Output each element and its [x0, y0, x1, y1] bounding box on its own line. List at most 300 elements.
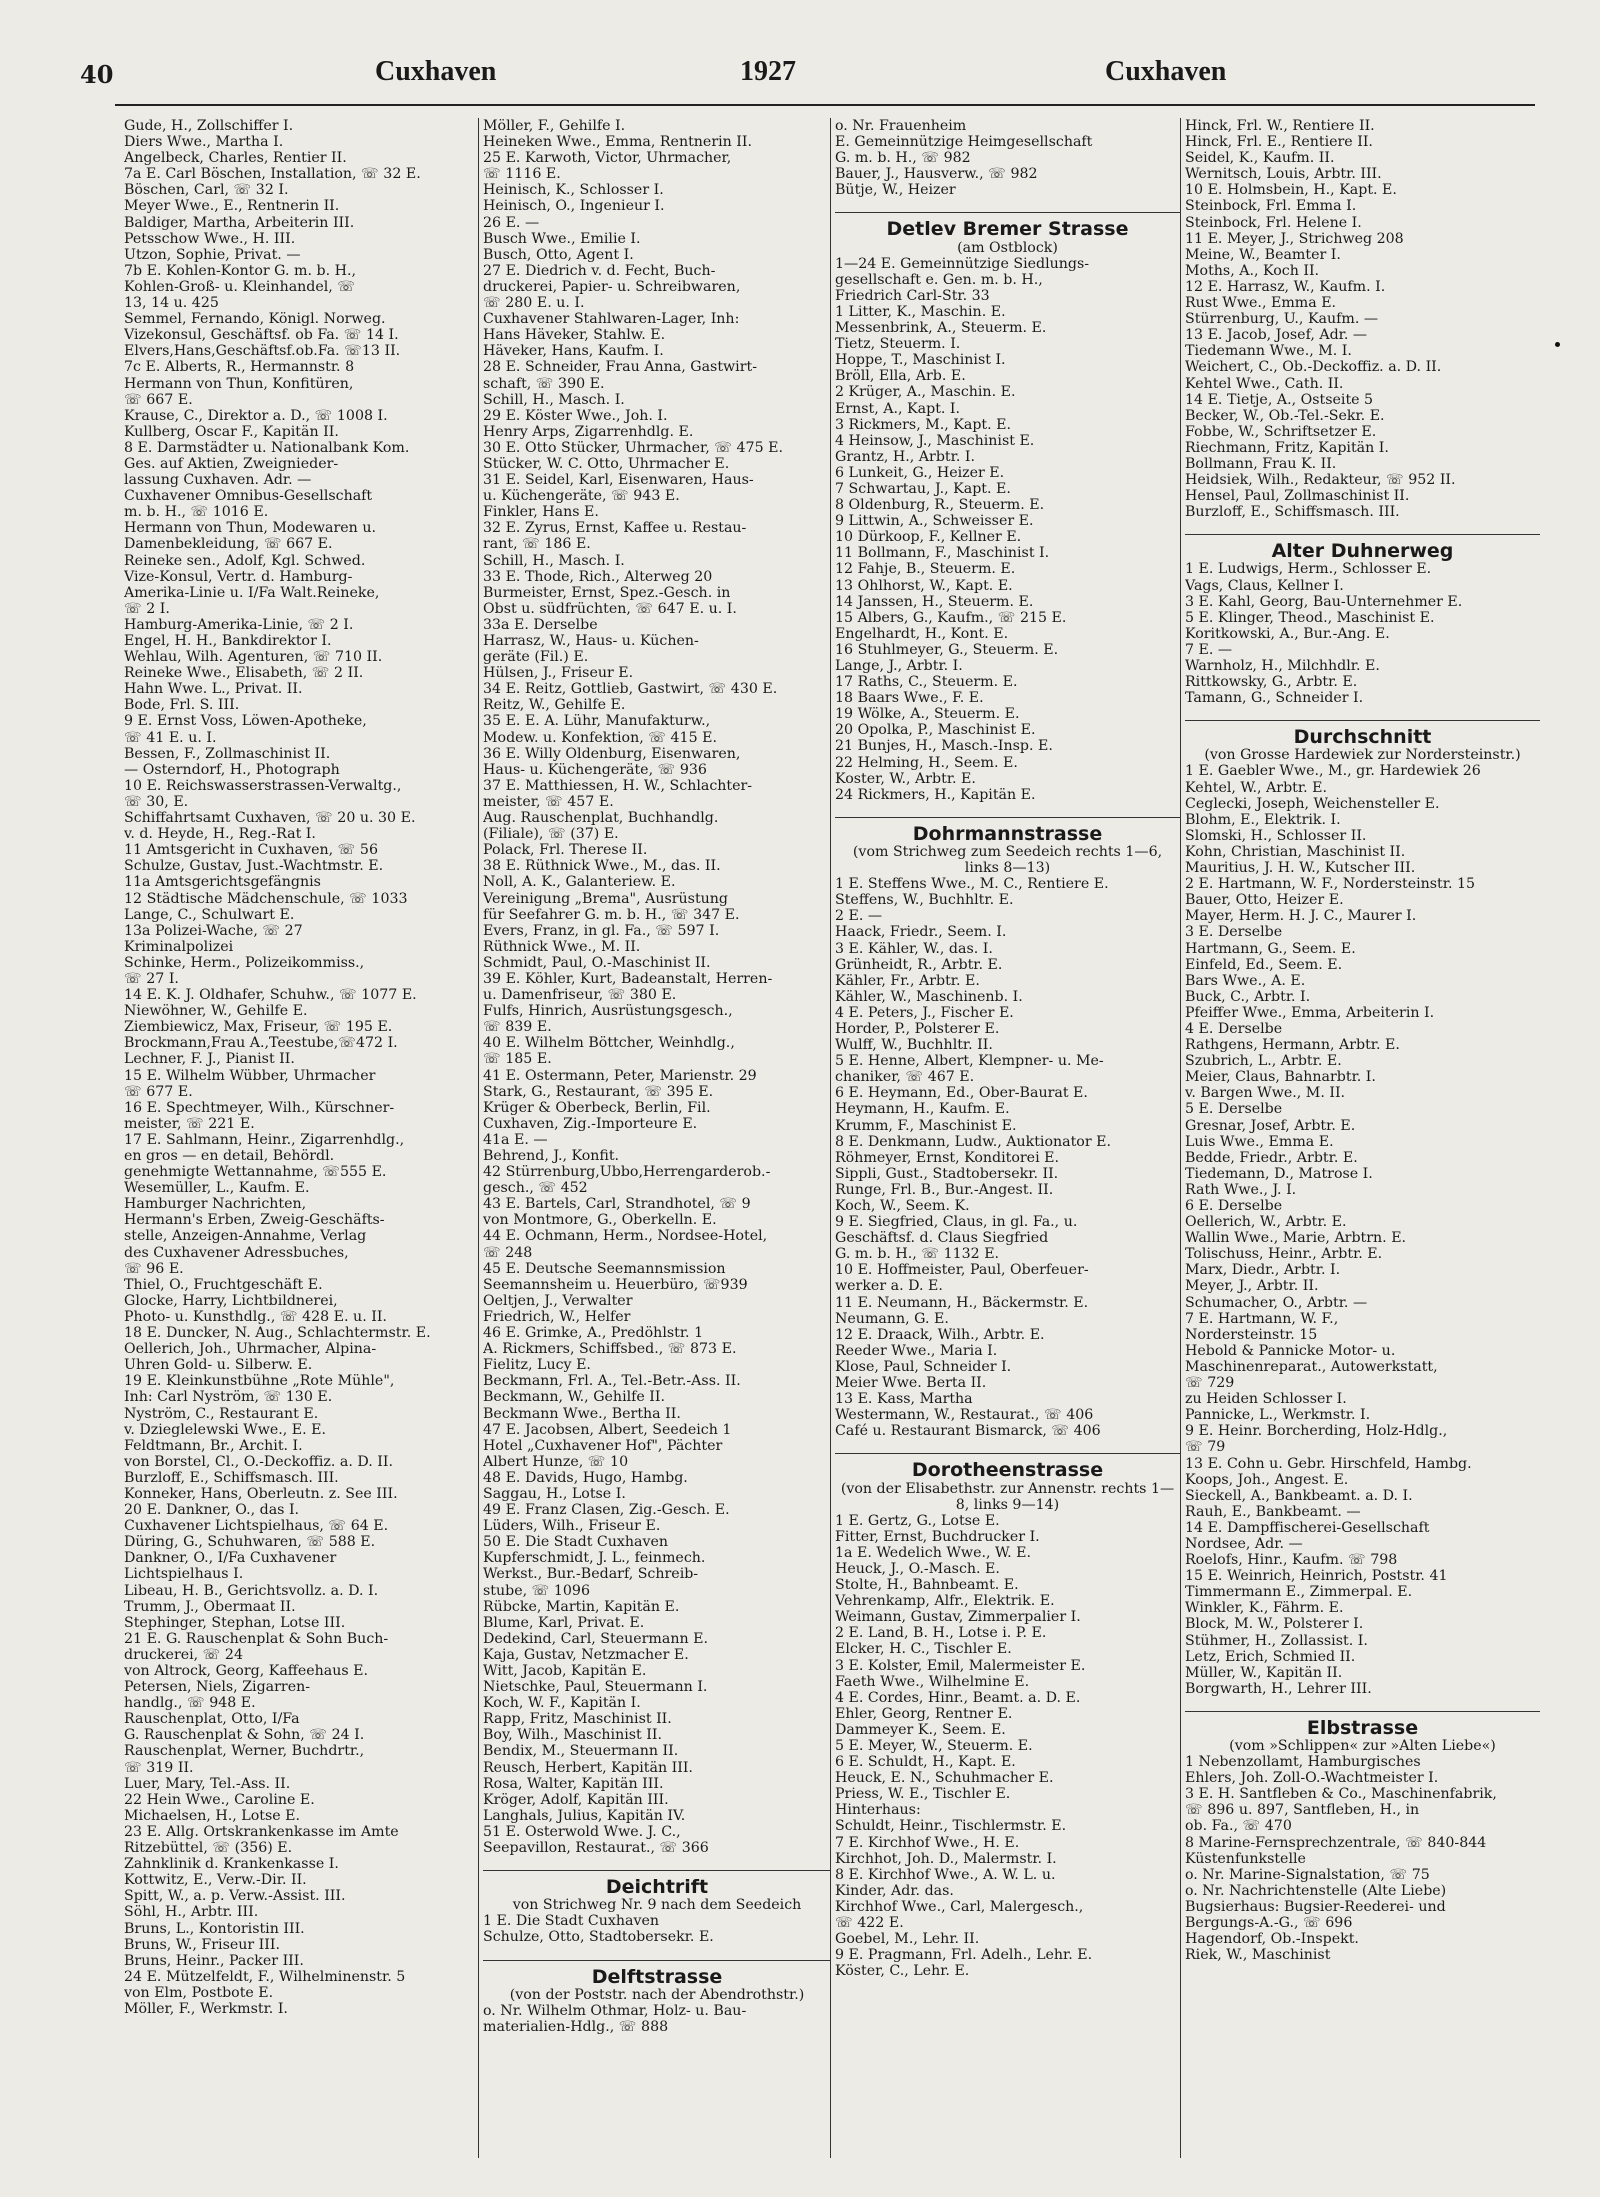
- directory-entry: Heineken Wwe., Emma, Rentnerin II.: [483, 134, 753, 151]
- directory-entry: Pfeiffer Wwe., Emma, Arbeiterin I.: [1185, 1004, 1435, 1021]
- directory-entry: Bollmann, Frau K. II.: [1185, 455, 1337, 472]
- directory-entry: Warnholz, H., Milchhdlr. E.: [1185, 658, 1380, 674]
- directory-entry: Diers Wwe., Martha I.: [124, 134, 284, 151]
- street-heading-elbstrasse: Elbstrasse: [1185, 1711, 1540, 1736]
- directory-entry: Weichert, C., Ob.-Deckoffiz. a. D. II.: [1185, 359, 1442, 376]
- directory-entry: 16 Stuhlmeyer, G., Steuerm. E.: [835, 641, 1059, 658]
- directory-entry: Koch, W. F., Kapitän I.: [483, 1695, 641, 1712]
- directory-entry: Utzon, Sophie, Privat. —: [124, 246, 301, 263]
- directory-entry: ☏ 729: [1185, 1375, 1235, 1392]
- directory-entry: Tamann, G., Schneider I.: [1185, 690, 1364, 707]
- directory-entry: ☏ 667 E.: [124, 391, 193, 408]
- directory-entry: (Filiale), ☏ (37) E.: [483, 826, 619, 843]
- directory-entry: Stolte, H., Bahnbeamt. E.: [835, 1577, 1019, 1594]
- directory-entry: G. Rauschenplat & Sohn, ☏ 24 I.: [124, 1727, 365, 1744]
- directory-entry: Hebold & Pannicke Motor- u.: [1185, 1342, 1396, 1359]
- street-subtitle: (von der Poststr. nach der Abendrothstr.): [509, 1986, 805, 2003]
- directory-entry: Meine, W., Beamter I.: [1185, 246, 1341, 263]
- street-subtitle: (am Ostblock): [957, 239, 1058, 256]
- directory-entry: 20 E. Dankner, O., das I.: [124, 1502, 300, 1519]
- section-dohrmannstrasse: [835, 817, 1180, 1440]
- directory-entry: Ges. auf Aktien, Zweignieder-: [124, 455, 339, 472]
- directory-entry: 2 E. —: [835, 908, 883, 925]
- directory-entry: Hensel, Paul, Zollmaschinist II.: [1185, 488, 1410, 505]
- directory-entry: schaft, ☏ 390 E.: [483, 375, 605, 392]
- directory-entry: 4 Heinsow, J., Maschinist E.: [835, 432, 1035, 449]
- directory-entry: Ziembiewicz, Max, Friseur, ☏ 195 E.: [124, 1019, 393, 1036]
- directory-entry: Schuldt, Heinr., Tischlermstr. E.: [835, 1818, 1067, 1835]
- directory-entry: Trumm, J., Obermaat II.: [124, 1598, 296, 1615]
- directory-entry: Heinisch, O., Ingenieur I.: [483, 198, 665, 215]
- directory-entry: 5 E. Meyer, W., Steuerm. E.: [835, 1738, 1033, 1754]
- directory-entry: Nordersteinstr. 15: [1185, 1326, 1318, 1343]
- directory-entry: Ritzebüttel, ☏ (356) E.: [124, 1840, 293, 1857]
- directory-entry: 3 Rickmers, M., Kapt. E.: [835, 416, 1012, 433]
- column-3: [830, 118, 1180, 2158]
- directory-entry: ☏ 2 I.: [124, 600, 170, 617]
- directory-entry: Krause, C., Direktor a. D., ☏ 1008 I.: [124, 407, 388, 424]
- directory-entry: Meier, Claus, Bahnarbtr. I.: [1185, 1069, 1376, 1086]
- directory-entry: 1—24 E. Gemeinnützige Siedlungs-: [835, 255, 1090, 272]
- directory-entry: 14 E. Dampffischerei-Gesellschaft: [1185, 1519, 1430, 1536]
- directory-entry: Langhals, Julius, Kapitän IV.: [483, 1807, 686, 1824]
- directory-entry: Nordsee, Adr. —: [1185, 1535, 1303, 1552]
- directory-entry: 47 E. Jacobsen, Albert, Seedeich 1: [483, 1421, 732, 1438]
- directory-entry: ☏ 896 u. 897, Santfleben, H., in: [1185, 1802, 1420, 1819]
- directory-entry: ☏ 185 E.: [483, 1051, 552, 1068]
- directory-entry: Roelofs, Hinr., Kaufm. ☏ 798: [1185, 1552, 1398, 1569]
- directory-entry: Friedrich Carl-Str. 33: [835, 287, 990, 304]
- directory-entry: 29 E. Köster Wwe., Joh. I.: [483, 407, 668, 424]
- directory-entry: Slomski, H., Schlosser II.: [1185, 827, 1367, 844]
- directory-entry: 7c E. Alberts, R., Hermannstr. 8: [124, 359, 355, 376]
- directory-entry: Westermann, W., Restaurat., ☏ 406: [835, 1407, 1094, 1424]
- directory-entry: 6 E. Schuldt, H., Kapt. E.: [835, 1754, 1016, 1771]
- directory-entry: Mauritius, J. H. W., Kutscher III.: [1185, 860, 1416, 877]
- directory-entry: 8 Marine-Fernsprechzentrale, ☏ 840-844: [1185, 1834, 1487, 1851]
- directory-entry: Faeth Wwe., Wilhelmine E.: [835, 1673, 1030, 1690]
- directory-entry: 14 Janssen, H., Steuerm. E.: [835, 593, 1034, 610]
- directory-entry: Bode, Frl. S. III.: [124, 697, 240, 714]
- directory-entry: rant, ☏ 186 E.: [483, 536, 591, 553]
- directory-entry: genehmigte Wettannahme, ☏555 E.: [124, 1164, 387, 1181]
- directory-entry: 11a Amtsgerichtsgefängnis: [124, 874, 321, 891]
- directory-entry: Köster, C., Lehr. E.: [835, 1963, 970, 1980]
- directory-entry: Kehtel Wwe., Cath. II.: [1185, 375, 1344, 392]
- directory-entry: Hagendorf, Ob.-Inspekt.: [1185, 1931, 1359, 1948]
- directory-entry: Heuck, E. N., Schuhmacher E.: [835, 1770, 1054, 1787]
- directory-entry: Uhren Gold- u. Silberw. E.: [124, 1357, 313, 1374]
- directory-entry: Priess, W. E., Tischler E.: [835, 1786, 1011, 1803]
- directory-entry: Werkst., Bur.-Bedarf, Schreib-: [483, 1566, 699, 1583]
- directory-entry: ☏ 96 E.: [124, 1260, 184, 1277]
- directory-entry: Konneker, Hans, Oberleutn. z. See III.: [124, 1485, 398, 1502]
- directory-entry: Albert Hunze, ☏ 10: [483, 1453, 629, 1470]
- directory-entry: Luer, Mary, Tel.-Ass. II.: [124, 1775, 291, 1792]
- directory-entry: 28 E. Schneider, Frau Anna, Gastwirt-: [483, 359, 757, 376]
- directory-entry: Michaelsen, H., Lotse E.: [124, 1807, 300, 1824]
- directory-entry: Röhmeyer, Ernst, Konditorei E.: [835, 1149, 1059, 1166]
- directory-entry: ☏ 1116 E.: [483, 166, 561, 183]
- directory-entry: Riek, W., Maschinist: [1185, 1947, 1331, 1964]
- directory-entry: Burzloff, E., Schiffsmasch. III.: [124, 1469, 339, 1486]
- directory-entry: 33 E. Thode, Rich., Alterweg 20: [483, 568, 713, 585]
- directory-entry: 1 E. Die Stadt Cuxhaven: [483, 1913, 660, 1930]
- directory-entry: Riechmann, Fritz, Kapitän I.: [1185, 439, 1389, 456]
- directory-entry: 4 E. Derselbe: [1185, 1020, 1283, 1037]
- directory-entry: Messenbrink, A., Steuerm. E.: [835, 320, 1047, 337]
- directory-entry: Kottwitz, E., Verw.-Dir. II.: [124, 1872, 307, 1889]
- directory-entry: Beckmann Wwe., Bertha II.: [483, 1405, 681, 1422]
- directory-entry: werker a. D. E.: [835, 1278, 943, 1295]
- directory-entry: Vereinigung „Brema", Ausrüstung: [483, 890, 729, 907]
- directory-entry: Fitter, Ernst, Buchdrucker I.: [835, 1528, 1040, 1545]
- directory-entry: 3 E. Derselbe: [1185, 924, 1283, 941]
- directory-entry: geräte (Fil.) E.: [483, 649, 589, 666]
- directory-entry: von Montmore, G., Oberkelln. E.: [483, 1212, 717, 1229]
- directory-entry: 19 E. Kleinkunstbühne „Rote Mühle",: [124, 1373, 395, 1390]
- directory-entry: Reeder Wwe., Maria I.: [835, 1342, 998, 1359]
- directory-entry: Photo- u. Kunsthdlg., ☏ 428 E. u. II.: [124, 1308, 387, 1325]
- directory-entry: 13 E. Kass, Martha: [835, 1391, 973, 1408]
- directory-entry: Finkler, Hans E.: [483, 504, 599, 521]
- directory-entry: 15 E. Wilhelm Wübber, Uhrmacher: [124, 1067, 376, 1084]
- directory-entry: Lange, C., Schulwart E.: [124, 906, 295, 923]
- directory-entry: 36 E. Willy Oldenburg, Eisenwaren,: [483, 745, 741, 762]
- directory-entry: G. m. b. H., ☏ 1132 E.: [835, 1246, 1000, 1263]
- directory-entry: Modew. u. Konfektion, ☏ 415 E.: [483, 729, 717, 746]
- directory-entry: Kähler, W., Maschinenb. I.: [835, 988, 1023, 1005]
- directory-entry: Meyer Wwe., E., Rentnerin II.: [124, 198, 340, 215]
- directory-entry: Möller, F., Werkmstr. I.: [124, 2000, 288, 2017]
- directory-entry: 34 E. Reitz, Gottlieb, Gastwirt, ☏ 430 E.: [483, 681, 778, 698]
- directory-entry: Häveker, Hans, Kaufm. I.: [483, 343, 664, 360]
- directory-entry: Kehtel, W., Arbtr. E.: [1185, 779, 1327, 796]
- directory-entry: 9 E. Siegfried, Claus, in gl. Fa., u.: [835, 1214, 1078, 1231]
- directory-entry: Kähler, Fr., Arbtr. E.: [835, 972, 980, 989]
- directory-entry: o. Nr. Marine-Signalstation, ☏ 75: [1185, 1866, 1430, 1883]
- directory-entry: Noll, A. K., Galanteriew. E.: [483, 874, 676, 891]
- directory-entry: 8 Oldenburg, R., Steuerm. E.: [835, 497, 1045, 514]
- directory-entry: ob. Fa., ☏ 470: [1185, 1818, 1292, 1835]
- directory-entry: Angelbeck, Charles, Rentier II.: [124, 150, 347, 167]
- directory-entry: Kinder, Adr. das.: [835, 1882, 954, 1899]
- directory-entry: 1a E. Wedelich Wwe., W. E.: [835, 1544, 1031, 1561]
- section-alter-duhnerweg: [1185, 534, 1540, 706]
- directory-entry: ☏ 27 I.: [124, 970, 179, 987]
- street-heading-durchschnitt: Durchschnitt: [1185, 720, 1540, 745]
- directory-entry: des Cuxhavener Adressbuches,: [124, 1244, 349, 1261]
- directory-entry: Oeltjen, J., Verwalter: [483, 1292, 633, 1309]
- directory-entry: Libeau, H. B., Gerichtsvollz. a. D. I.: [124, 1582, 379, 1599]
- directory-entry: Inh: Carl Nyström, ☏ 130 E.: [124, 1389, 333, 1406]
- directory-entry: Hoppe, T., Maschinist I.: [835, 352, 1006, 369]
- directory-entry: Witt, Jacob, Kapitän E.: [483, 1663, 647, 1679]
- directory-entry: Cuxhaven, Zig.-Importeure E.: [483, 1115, 698, 1132]
- street-subtitle: (vom »Schlippen« zur »Alten Liebe«): [1229, 1738, 1496, 1754]
- directory-entry: 13 Ohlhorst, W., Kapt. E.: [835, 577, 1013, 594]
- directory-entry: Rosa, Walter, Kapitän III.: [483, 1775, 664, 1792]
- directory-entry: Wesemüller, L., Kaufm. E.: [124, 1180, 310, 1197]
- directory-entry: Zahnklinik d. Krankenkasse I.: [124, 1856, 339, 1873]
- directory-entry: ☏ 319 II.: [124, 1759, 194, 1776]
- directory-entry: Hartmann, G., Seem. E.: [1185, 940, 1356, 957]
- directory-entry: 12 Fahje, B., Steuerm. E.: [835, 561, 1016, 578]
- directory-entry: 10 Dürkoop, F., Kellner E.: [835, 529, 1022, 546]
- directory-entry: Krumm, F., Maschinist E.: [835, 1117, 1017, 1134]
- directory-entry: Amerika-Linie u. I/Fa Walt.Reineke,: [124, 584, 380, 601]
- directory-entry: handlg., ☏ 948 E.: [124, 1695, 256, 1712]
- street-heading-alter: Alter Duhnerweg: [1185, 534, 1540, 559]
- directory-entry: Rittkowsky, G., Arbtr. E.: [1185, 674, 1358, 691]
- directory-entry: Schumacher, O., Arbtr. —: [1185, 1294, 1368, 1311]
- directory-entry: Damenbekleidung, ☏ 667 E.: [124, 536, 333, 553]
- directory-entry: 9 E. Ernst Voss, Löwen-Apotheke,: [124, 713, 367, 730]
- directory-entry: Petersen, Niels, Zigarren-: [124, 1679, 311, 1696]
- directory-entry: 1 Nebenzollamt, Hamburgisches: [1185, 1754, 1421, 1771]
- directory-entry: chaniker, ☏ 467 E.: [835, 1069, 975, 1086]
- directory-entry: Reusch, Herbert, Kapitän III.: [483, 1759, 693, 1776]
- directory-entry: 18 Baars Wwe., F. E.: [835, 690, 984, 707]
- directory-entry: Busch Wwe., Emilie I.: [483, 230, 641, 247]
- directory-entry: Hamburg-Amerika-Linie, ☏ 2 I.: [124, 616, 354, 633]
- directory-entry: 10 E. Holmsbein, H., Kapt. E.: [1185, 182, 1397, 199]
- directory-entry: Beckmann, W., Gehilfe II.: [483, 1389, 666, 1406]
- section-durchschnitt: [1185, 720, 1540, 1697]
- directory-entry: Bauer, Otto, Heizer E.: [1185, 892, 1344, 909]
- directory-entry: 17 Raths, C., Steuerm. E.: [835, 674, 1018, 691]
- directory-entry: Schill, H., Masch. I.: [483, 552, 625, 569]
- directory-entry: Hotel „Cuxhavener Hof", Pächter: [483, 1437, 723, 1454]
- directory-entry: ☏ 79: [1185, 1439, 1226, 1456]
- directory-entry: ☏ 30, E.: [124, 793, 189, 810]
- directory-entry: Wehlau, Wilh. Agenturen, ☏ 710 II.: [124, 649, 383, 666]
- directory-entry: m. b. H., ☏ 1016 E.: [124, 504, 269, 521]
- directory-entry: 11 E. Neumann, H., Bäckermstr. E.: [835, 1294, 1089, 1311]
- directory-entry: 1 E. Ludwigs, Herm., Schlosser E.: [1185, 561, 1432, 578]
- directory-entry: von Altrock, Georg, Kaffeehaus E.: [124, 1663, 369, 1679]
- directory-entry: Seepavillon, Restaurat., ☏ 366: [483, 1840, 709, 1857]
- street-subtitle: von Strichweg Nr. 9 nach dem Seedeich: [512, 1897, 802, 1914]
- directory-entry: stelle, Anzeigen-Annahme, Verlag: [124, 1228, 367, 1245]
- directory-entry: 2 E. Hartmann, W. F., Nordersteinstr. 15: [1185, 876, 1476, 893]
- directory-entry: Bergungs-A.-G., ☏ 696: [1185, 1915, 1353, 1932]
- directory-entry: Lüders, Wilh., Friseur E.: [483, 1518, 661, 1535]
- directory-entry: Stürrenburg, U., Kaufm. —: [1185, 311, 1379, 328]
- street-heading-dohrmann: Dohrmannstrasse: [835, 817, 1180, 842]
- directory-entry: 23 E. Allg. Ortskrankenkasse im Amte: [124, 1823, 399, 1840]
- directory-entry: 11 Amtsgericht in Cuxhaven, ☏ 56: [124, 842, 378, 859]
- directory-entry: ☏ 280 E. u. I.: [483, 295, 585, 312]
- directory-entry: Feldtmann, Br., Archit. I.: [124, 1437, 303, 1454]
- directory-entry: Block, M. W., Polsterer I.: [1185, 1616, 1364, 1633]
- directory-entry: Haus- u. Küchengeräte, ☏ 936: [483, 761, 707, 778]
- directory-entry: Wallin Wwe., Marie, Arbtrn. E.: [1185, 1230, 1407, 1247]
- directory-entry: Sippli, Gust., Stadtobersekr. II.: [835, 1165, 1059, 1182]
- directory-entry: Reineke Wwe., Elisabeth, ☏ 2 II.: [124, 665, 364, 682]
- directory-entry: 3 E. H. Santfleben & Co., Maschinenfabrik,: [1185, 1786, 1497, 1803]
- directory-entry: Rauschenplat, Otto, I/Fa: [124, 1711, 300, 1728]
- directory-entry: Vehrenkamp, Alfr., Elektrik. E.: [835, 1593, 1055, 1610]
- directory-entry: Vize-Konsul, Vertr. d. Hamburg-: [124, 568, 353, 585]
- directory-entry: 31 E. Seidel, Karl, Eisenwaren, Haus-: [483, 472, 754, 489]
- directory-entry: Hermann von Thun, Modewaren u.: [124, 520, 376, 537]
- directory-entry: Stark, G., Restaurant, ☏ 395 E.: [483, 1083, 714, 1100]
- directory-entry: Tiedemann, D., Matrose I.: [1185, 1165, 1373, 1182]
- directory-entry: lassung Cuxhaven. Adr. —: [124, 472, 312, 489]
- directory-entry: 4 E. Peters, J., Fischer E.: [835, 1004, 1014, 1021]
- directory-entry: 18 E. Duncker, N. Aug., Schlachtermstr. E.: [124, 1325, 431, 1342]
- page-number: 40: [80, 60, 114, 89]
- directory-entry: Kohlen-Groß- u. Kleinhandel, ☏: [124, 278, 356, 295]
- directory-entry: Blume, Karl, Privat. E.: [483, 1614, 645, 1631]
- directory-entry: Meier Wwe. Berta II.: [835, 1375, 987, 1392]
- directory-entry: ☏ 41 E. u. I.: [124, 729, 217, 746]
- directory-entry: Schulze, Gustav, Just.-Wachtmstr. E.: [124, 858, 384, 875]
- directory-entry: Burzloff, E., Schiffsmasch. III.: [1185, 504, 1400, 521]
- directory-entry: Schinke, Herm., Polizeikommiss.,: [124, 954, 365, 971]
- directory-entry: 37 E. Matthiessen, H. W., Schlachter-: [483, 777, 753, 794]
- directory-entry: — Osterndorf, H., Photograph: [124, 761, 340, 778]
- directory-entry: Reitz, W., Gehilfe E.: [483, 697, 626, 714]
- directory-entry: 5 E. Henne, Albert, Klempner- u. Me-: [835, 1053, 1104, 1070]
- directory-entry: Heymann, H., Kaufm. E.: [835, 1101, 1010, 1118]
- directory-entry: 50 E. Die Stadt Cuxhaven: [483, 1534, 669, 1551]
- directory-entry: Neumann, G. E.: [835, 1310, 949, 1327]
- directory-entry: Dankner, O., I/Fa Cuxhavener: [124, 1550, 337, 1567]
- directory-entry: Fobbe, W., Schriftsetzer E.: [1185, 423, 1377, 440]
- directory-entry: Düring, G., Schuhwaren, ☏ 588 E.: [124, 1534, 376, 1551]
- directory-entry: Fulfs, Hinrich, Ausrüstungsgesch.,: [483, 1003, 733, 1020]
- directory-entry: Spitt, W., a. p. Verw.-Assist. III.: [124, 1888, 346, 1905]
- directory-entry: Brockmann,Frau A.,Teestube,☏472 I.: [124, 1035, 398, 1052]
- directory-entry: 8 E. Denkmann, Ludw., Auktionator E.: [835, 1133, 1112, 1150]
- directory-entry: 12 E. Draack, Wilh., Arbtr. E.: [835, 1326, 1045, 1343]
- directory-entry: 44 E. Ochmann, Herm., Nordsee-Hotel,: [483, 1228, 768, 1245]
- directory-entry: 24 E. Mützelfeldt, F., Wilhelminenstr. 5: [124, 1968, 406, 1985]
- directory-entry: Marx, Diedr., Arbtr. I.: [1185, 1262, 1341, 1279]
- directory-entry: Hinck, Frl. E., Rentiere II.: [1185, 134, 1373, 151]
- directory-entry: 32 E. Zyrus, Ernst, Kaffee u. Restau-: [483, 520, 747, 537]
- street-heading-dorotheen: Dorotheenstrasse: [835, 1453, 1180, 1478]
- directory-entry: Bruns, Heinr., Packer III.: [124, 1952, 304, 1969]
- directory-entry: Luis Wwe., Emma E.: [1185, 1133, 1334, 1150]
- section-elbstrasse: [1185, 1711, 1540, 1963]
- directory-entry: Gresnar, Josef, Arbtr. E.: [1185, 1117, 1356, 1134]
- directory-entry: Hamburger Nachrichten,: [124, 1196, 307, 1213]
- directory-entry: Stühmer, H., Zollassist. I.: [1185, 1632, 1368, 1649]
- directory-entry: Kirchhot, Joh. D., Malermstr. I.: [835, 1850, 1057, 1867]
- directory-entry: zu Heiden Schlosser I.: [1185, 1391, 1347, 1408]
- directory-entry: Gude, H., Zollschiffer I.: [124, 118, 294, 134]
- directory-entry: Saggau, H., Lotse I.: [483, 1485, 626, 1502]
- directory-entry: 16 E. Spechtmeyer, Wilh., Kürschner-: [124, 1099, 395, 1116]
- directory-entry: Rathgens, Hermann, Arbtr. E.: [1185, 1037, 1400, 1054]
- directory-entry: Café u. Restaurant Bismarck, ☏ 406: [835, 1423, 1101, 1440]
- directory-entry: Moths, A., Koch II.: [1185, 262, 1320, 279]
- directory-entry: 8 E. Kirchhof Wwe., A. W. L. u.: [835, 1866, 1056, 1883]
- directory-entry: Aug. Rauschenplat, Buchhandlg.: [483, 810, 719, 827]
- directory-entry: 21 E. G. Rauschenplat & Sohn Buch-: [124, 1630, 389, 1647]
- directory-entry: Koster, W., Arbtr. E.: [835, 770, 976, 787]
- directory-entry: Müller, W., Kapitän II.: [1185, 1664, 1343, 1681]
- ink-dot: [1555, 342, 1560, 347]
- directory-entry: Hinterhaus:: [835, 1802, 921, 1819]
- directory-entry: 6 Lunkeit, G., Heizer E.: [835, 464, 1005, 481]
- directory-entry: Evers, Franz, in gl. Fa., ☏ 597 I.: [483, 922, 720, 939]
- directory-entry: Hinck, Frl. W., Rentiere II.: [1185, 118, 1375, 134]
- directory-entry: Thiel, O., Fruchtgeschäft E.: [124, 1276, 323, 1293]
- directory-entry: Grantz, H., Arbtr. I.: [835, 448, 975, 465]
- directory-entry: Rapp, Fritz, Maschinist II.: [483, 1711, 672, 1728]
- directory-entry: Oellerich, W., Arbtr. E.: [1185, 1214, 1347, 1231]
- directory-entry: 11 E. Meyer, J., Strichweg 208: [1185, 230, 1404, 247]
- directory-entry: Bruns, W., Friseur III.: [124, 1936, 281, 1953]
- directory-entry: Vags, Claus, Kellner I.: [1185, 577, 1344, 594]
- directory-entry: 9 Littwin, A., Schweisser E.: [835, 513, 1034, 530]
- directory-entry: Grünheidt, R., Arbtr. E.: [835, 956, 1003, 973]
- directory-entry: Timmermann E., Zimmerpal. E.: [1185, 1584, 1413, 1601]
- directory-entry: Seidel, K., Kaufm. II.: [1185, 150, 1335, 167]
- directory-entry: 41a E. —: [483, 1131, 548, 1148]
- section-dorotheenstrasse: [835, 1453, 1180, 1979]
- directory-entry: Geschäftsf. d. Claus Siegfried: [835, 1230, 1049, 1247]
- directory-entry: Blohm, E., Elektrik. I.: [1185, 811, 1341, 828]
- directory-entry: 13 E. Cohn u. Gebr. Hirschfeld, Hambg.: [1185, 1455, 1472, 1472]
- section-delftstrasse: [483, 1960, 831, 2035]
- directory-entry: Tietz, Steuerm. I.: [835, 336, 961, 353]
- directory-entry: Wulff, W., Buchhltr. II.: [835, 1037, 993, 1054]
- directory-entry: Pannicke, L., Werkmstr. I.: [1185, 1407, 1371, 1424]
- directory-entry: Cuxhavener Lichtspielhaus, ☏ 64 E.: [124, 1518, 389, 1535]
- directory-entry: Rauh, E., Bankbeamt. —: [1185, 1503, 1361, 1520]
- directory-entry: Bruns, L., Kontoristin III.: [124, 1920, 305, 1937]
- directory-entry: 22 Helming, H., Seem. E.: [835, 754, 1018, 771]
- directory-entry: 13, 14 u. 425: [124, 295, 219, 312]
- directory-entry: ☏ 248: [483, 1244, 533, 1261]
- directory-entry: Friedrich, W., Helfer: [483, 1308, 631, 1325]
- directory-entry: gesellschaft e. Gen. m. b. H.,: [835, 271, 1043, 288]
- directory-entry: Lechner, F. J., Pianist II.: [124, 1051, 295, 1068]
- directory-entry: Ernst, A., Kapt. I.: [835, 400, 961, 417]
- directory-entry: 3 E. Kahl, Georg, Bau-Unternehmer E.: [1185, 593, 1463, 610]
- directory-entry: von Borstel, Cl., O.-Deckoffiz. a. D. II.: [124, 1453, 393, 1470]
- directory-entry: Hans Häveker, Stahlw. E.: [483, 327, 666, 344]
- directory-entry: 1 E. Gaebler Wwe., M., gr. Hardewiek 26: [1185, 763, 1481, 780]
- directory-entry: Haack, Friedr., Seem. I.: [835, 924, 1007, 941]
- directory-entry: 33a E. Derselbe: [483, 616, 598, 633]
- directory-entry: Burmeister, Ernst, Spez.-Gesch. in: [483, 584, 731, 601]
- header-year: 1927: [740, 56, 796, 87]
- directory-entry: 14 E. K. J. Oldhafer, Schuhw., ☏ 1077 E.: [124, 987, 417, 1004]
- directory-entry: Szubrich, L., Arbtr. E.: [1185, 1053, 1342, 1070]
- directory-entry: Schmidt, Paul, O.-Maschinist II.: [483, 954, 711, 971]
- directory-entry: o. Nr. Wilhelm Othmar, Holz- u. Bau-: [483, 2002, 747, 2019]
- directory-entry: Letz, Erich, Schmied II.: [1185, 1648, 1356, 1665]
- directory-entry: A. Rickmers, Schiffsbed., ☏ 873 E.: [483, 1341, 737, 1358]
- directory-entry: 1 E. Gertz, G., Lotse E.: [835, 1512, 1000, 1529]
- directory-entry: Rüthnick Wwe., M. II.: [483, 938, 641, 955]
- directory-entry: Nietschke, Paul, Steuermann I.: [483, 1679, 708, 1696]
- directory-entry: u. Küchengeräte, ☏ 943 E.: [483, 488, 680, 505]
- directory-entry: meister, ☏ 457 E.: [483, 793, 614, 810]
- directory-entry: o. Nr. Frauenheim: [835, 118, 967, 134]
- directory-entry: Fielitz, Lucy E.: [483, 1357, 591, 1374]
- directory-entry: u. Damenfriseur, ☏ 380 E.: [483, 987, 677, 1004]
- street-subtitle: (vom Strichweg zum Seedeich rechts 1—6, links 8—13): [852, 843, 1163, 877]
- directory-entry: ☏ 839 E.: [483, 1019, 552, 1036]
- directory-entry: 38 E. Rüthnick Wwe., M., das. II.: [483, 858, 721, 875]
